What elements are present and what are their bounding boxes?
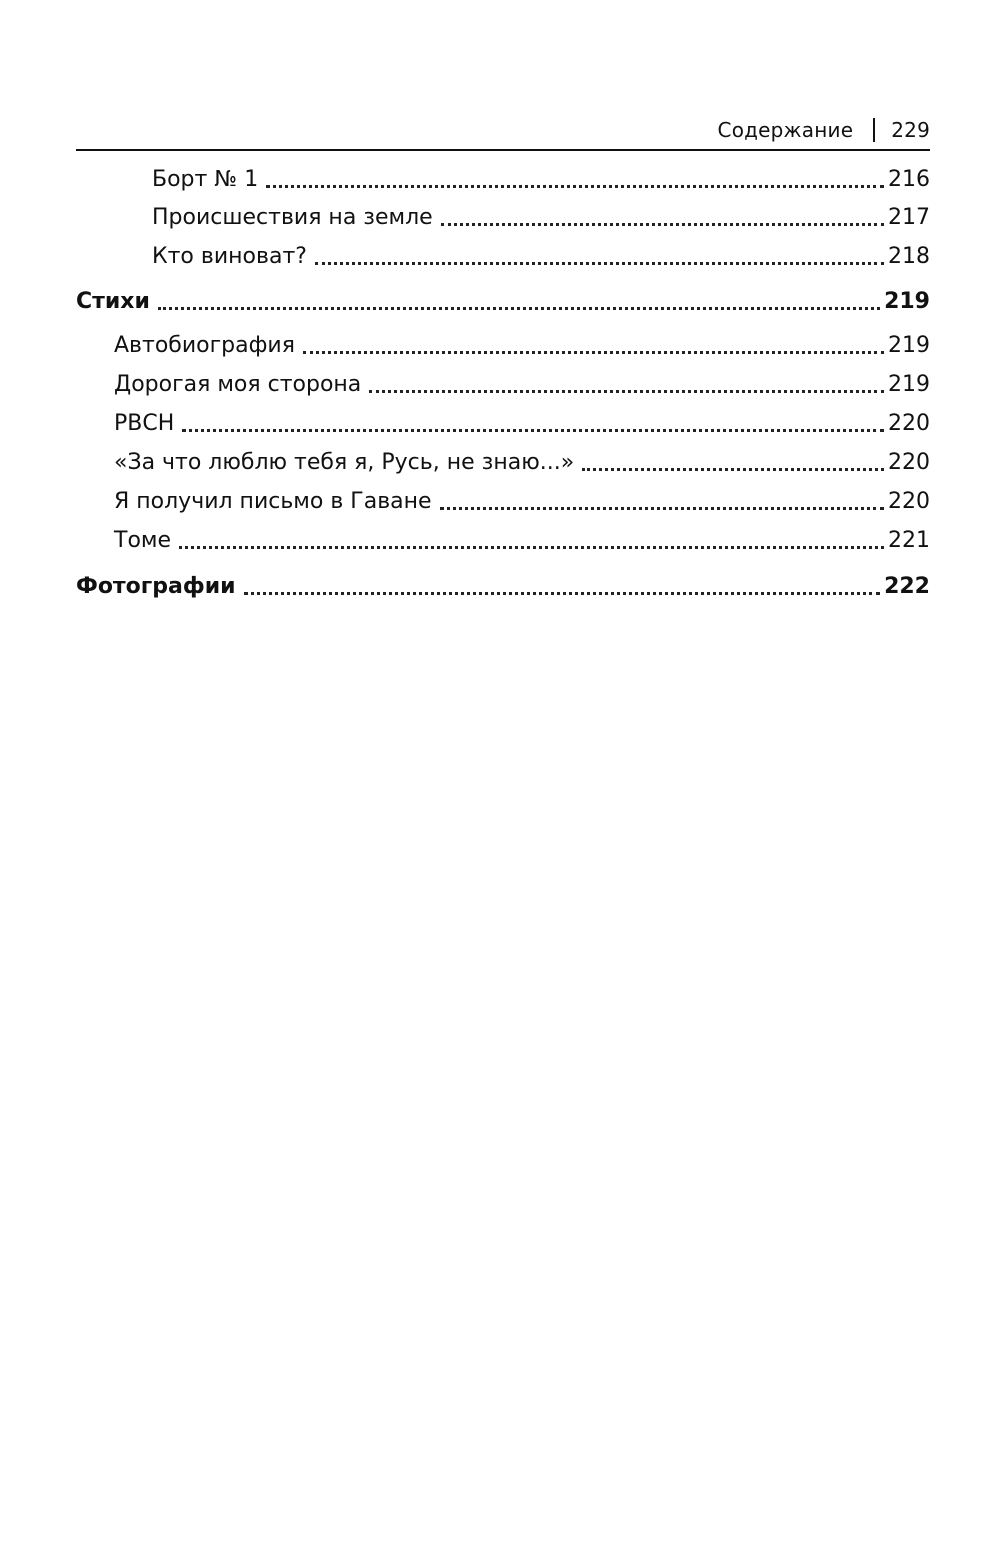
- toc-entry-page: 221: [888, 528, 930, 553]
- toc-entry-page: 218: [888, 244, 930, 269]
- toc-entry-title: Фотографии: [76, 574, 236, 599]
- toc-entry-page: 219: [884, 289, 930, 314]
- header-separator: [873, 118, 875, 142]
- dot-leader: [158, 307, 880, 310]
- toc-entry: [76, 328, 930, 364]
- toc-entry-page: 220: [888, 489, 930, 514]
- toc-entry-title: Томе: [114, 528, 172, 553]
- toc-entry-title: «За что люблю тебя я, Русь, не знаю...»: [114, 450, 575, 475]
- toc-entry-title: Кто виноват?: [152, 244, 307, 269]
- toc-entry-title: РВСН: [114, 411, 175, 436]
- toc-entry: [76, 523, 930, 559]
- dot-leader: [369, 390, 884, 393]
- toc-entry: [76, 162, 930, 198]
- toc-entry-page: 220: [888, 450, 930, 475]
- toc-entry-page: 217: [888, 205, 930, 230]
- toc-entry-title: Дорогая моя сторона: [114, 372, 362, 397]
- toc-entry: [76, 239, 930, 275]
- toc-entry-title: Я получил письмо в Гаване: [114, 489, 432, 514]
- dot-leader: [303, 351, 884, 354]
- dot-leader: [315, 262, 884, 265]
- toc-entry: [76, 484, 930, 520]
- toc-entry-title: Борт № 1: [152, 167, 259, 192]
- toc-entry-page: 220: [888, 411, 930, 436]
- dot-leader: [182, 429, 884, 432]
- toc-entry-title: Стихи: [76, 289, 150, 314]
- toc-entry-page: 219: [888, 372, 930, 397]
- toc-entry: [76, 445, 930, 481]
- toc-entry: [76, 406, 930, 442]
- toc-entry-title: Автобиография: [114, 333, 295, 358]
- dot-leader: [266, 185, 884, 188]
- dot-leader: [582, 468, 884, 471]
- toc-entry-page: 219: [888, 333, 930, 358]
- toc-entry-page: 216: [888, 167, 930, 192]
- toc-section: [76, 569, 930, 605]
- dot-leader: [179, 546, 884, 549]
- header-rule: [76, 149, 930, 151]
- toc-entry-title: Происшествия на земле: [152, 205, 433, 230]
- running-header: [76, 112, 930, 148]
- section-title: Содержание: [717, 118, 854, 142]
- toc-entry: [76, 200, 930, 236]
- toc-entry: [76, 367, 930, 403]
- dot-leader: [441, 223, 884, 226]
- toc-section: [76, 284, 930, 320]
- dot-leader: [244, 592, 881, 595]
- page-number: 229: [891, 118, 930, 142]
- toc-entry-page: 222: [884, 574, 930, 599]
- dot-leader: [440, 507, 884, 510]
